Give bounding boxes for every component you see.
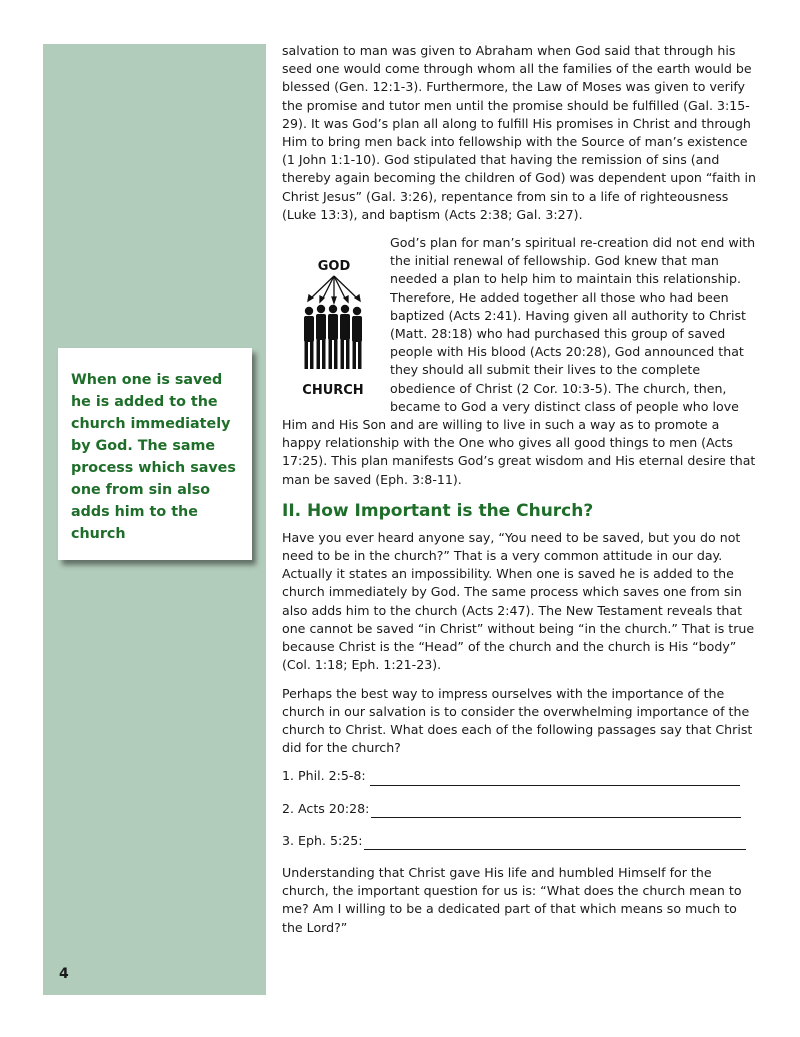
paragraph-4: Perhaps the best way to impress ourselves with the importance of the church in our salvation is to consider the overwhelming importance of the church to Christ. What does each of the following passages say that Christ did for the church?: [282, 685, 753, 756]
arrows-down-icon: [308, 276, 360, 303]
figure-label-god: GOD: [317, 259, 351, 275]
pull-quote-text: When one is saved he is added to the church immediately by God. The same process which saves one from sin also adds him to the church: [71, 372, 236, 542]
paragraph-1: salvation to man was given to Abraham when God said that through his seed one would come through whom all the families of the earth would be blessed (Gen. 12:1-3). Furthermore, the Law of Moses was given to verify the promise and tutor men until the promise should be fulfilled (Gal. 3:15-29). It was God’s plan all along to fulfill His promises in Christ and through Him to bring men back into fellowship with the Source of man’s existence (1 John 1:1-10). God stipulated that having the remission of sins (and thereby again becoming the children of God) was dependent upon “faith in Christ Jesus” (Gal. 3:26), repentance from sin to a life of righteousness (Luke 13:3), and baptism (Acts 2:38; Gal. 3:27).: [282, 43, 757, 222]
answer-line-1[interactable]: [370, 771, 740, 786]
page-number: 4: [59, 966, 69, 982]
answer-row-2: [282, 800, 759, 818]
paragraph-2-text: God’s plan for man’s spiritual re-creation did not end with the initial renewal of fellowship. God knew that man needed a plan to help him to maintain this relationship. Therefore, He added together all those who had been baptized (Acts 2:41). Having given all authority to Christ (Matt. 28:18) who had purchased this group of saved people with His blood (Acts 20:28), God announced that they should all submit their lives to the complete obedience of Christ (2 Cor. 10:3-5). The church, then, became to God a very distinct class of people who love Him and His Son and are willing to live in such a way as to promote a happy relationship with the One who gives all good things to men (Acts 17:25). This plan manifests God’s great wisdom and His eternal desire that man be saved (Eph. 3:8-11).: [282, 235, 756, 487]
answer-line-3[interactable]: [364, 835, 746, 850]
section-heading: II. How Important is the Church?: [282, 500, 594, 521]
paragraph-2: [282, 234, 759, 489]
answer-label-3: 3. Eph. 5:25:: [282, 832, 363, 848]
paragraph-5: Understanding that Christ gave His life and humbled Himself for the church, the important question for us is: “What does the church mean to me? Am I willing to be a dedicated part of that which means so much to the Lord?”: [282, 864, 742, 935]
god-church-illustration: [282, 236, 382, 408]
figure-label-church: CHURCH: [302, 383, 364, 399]
answer-line-2[interactable]: [371, 803, 741, 818]
people-group-icon: [304, 305, 362, 369]
answer-label-1: 1. Phil. 2:5-8:: [282, 768, 366, 784]
answer-label-2: 2. Acts 20:28:: [282, 800, 370, 816]
main-column: [282, 42, 759, 947]
paragraph-3: Have you ever heard anyone say, “You need to be saved, but you do not need to be in the church?” That is a very common attitude in our day. Actually it states an impossibility. When one is saved he is added to the church immediately by God. The same process which saves one from sin also adds him to the church (Acts 2:47). The New Testament reveals that one cannot be saved “in Christ” without being “in the church.” That is true because Christ is the “Head” of the church and the church is His “body” (Col. 1:18; Eph. 1:21-23).: [282, 529, 755, 673]
pull-quote-box: [58, 348, 252, 560]
answer-row-3: [282, 832, 759, 850]
answer-row-1: [282, 767, 759, 785]
